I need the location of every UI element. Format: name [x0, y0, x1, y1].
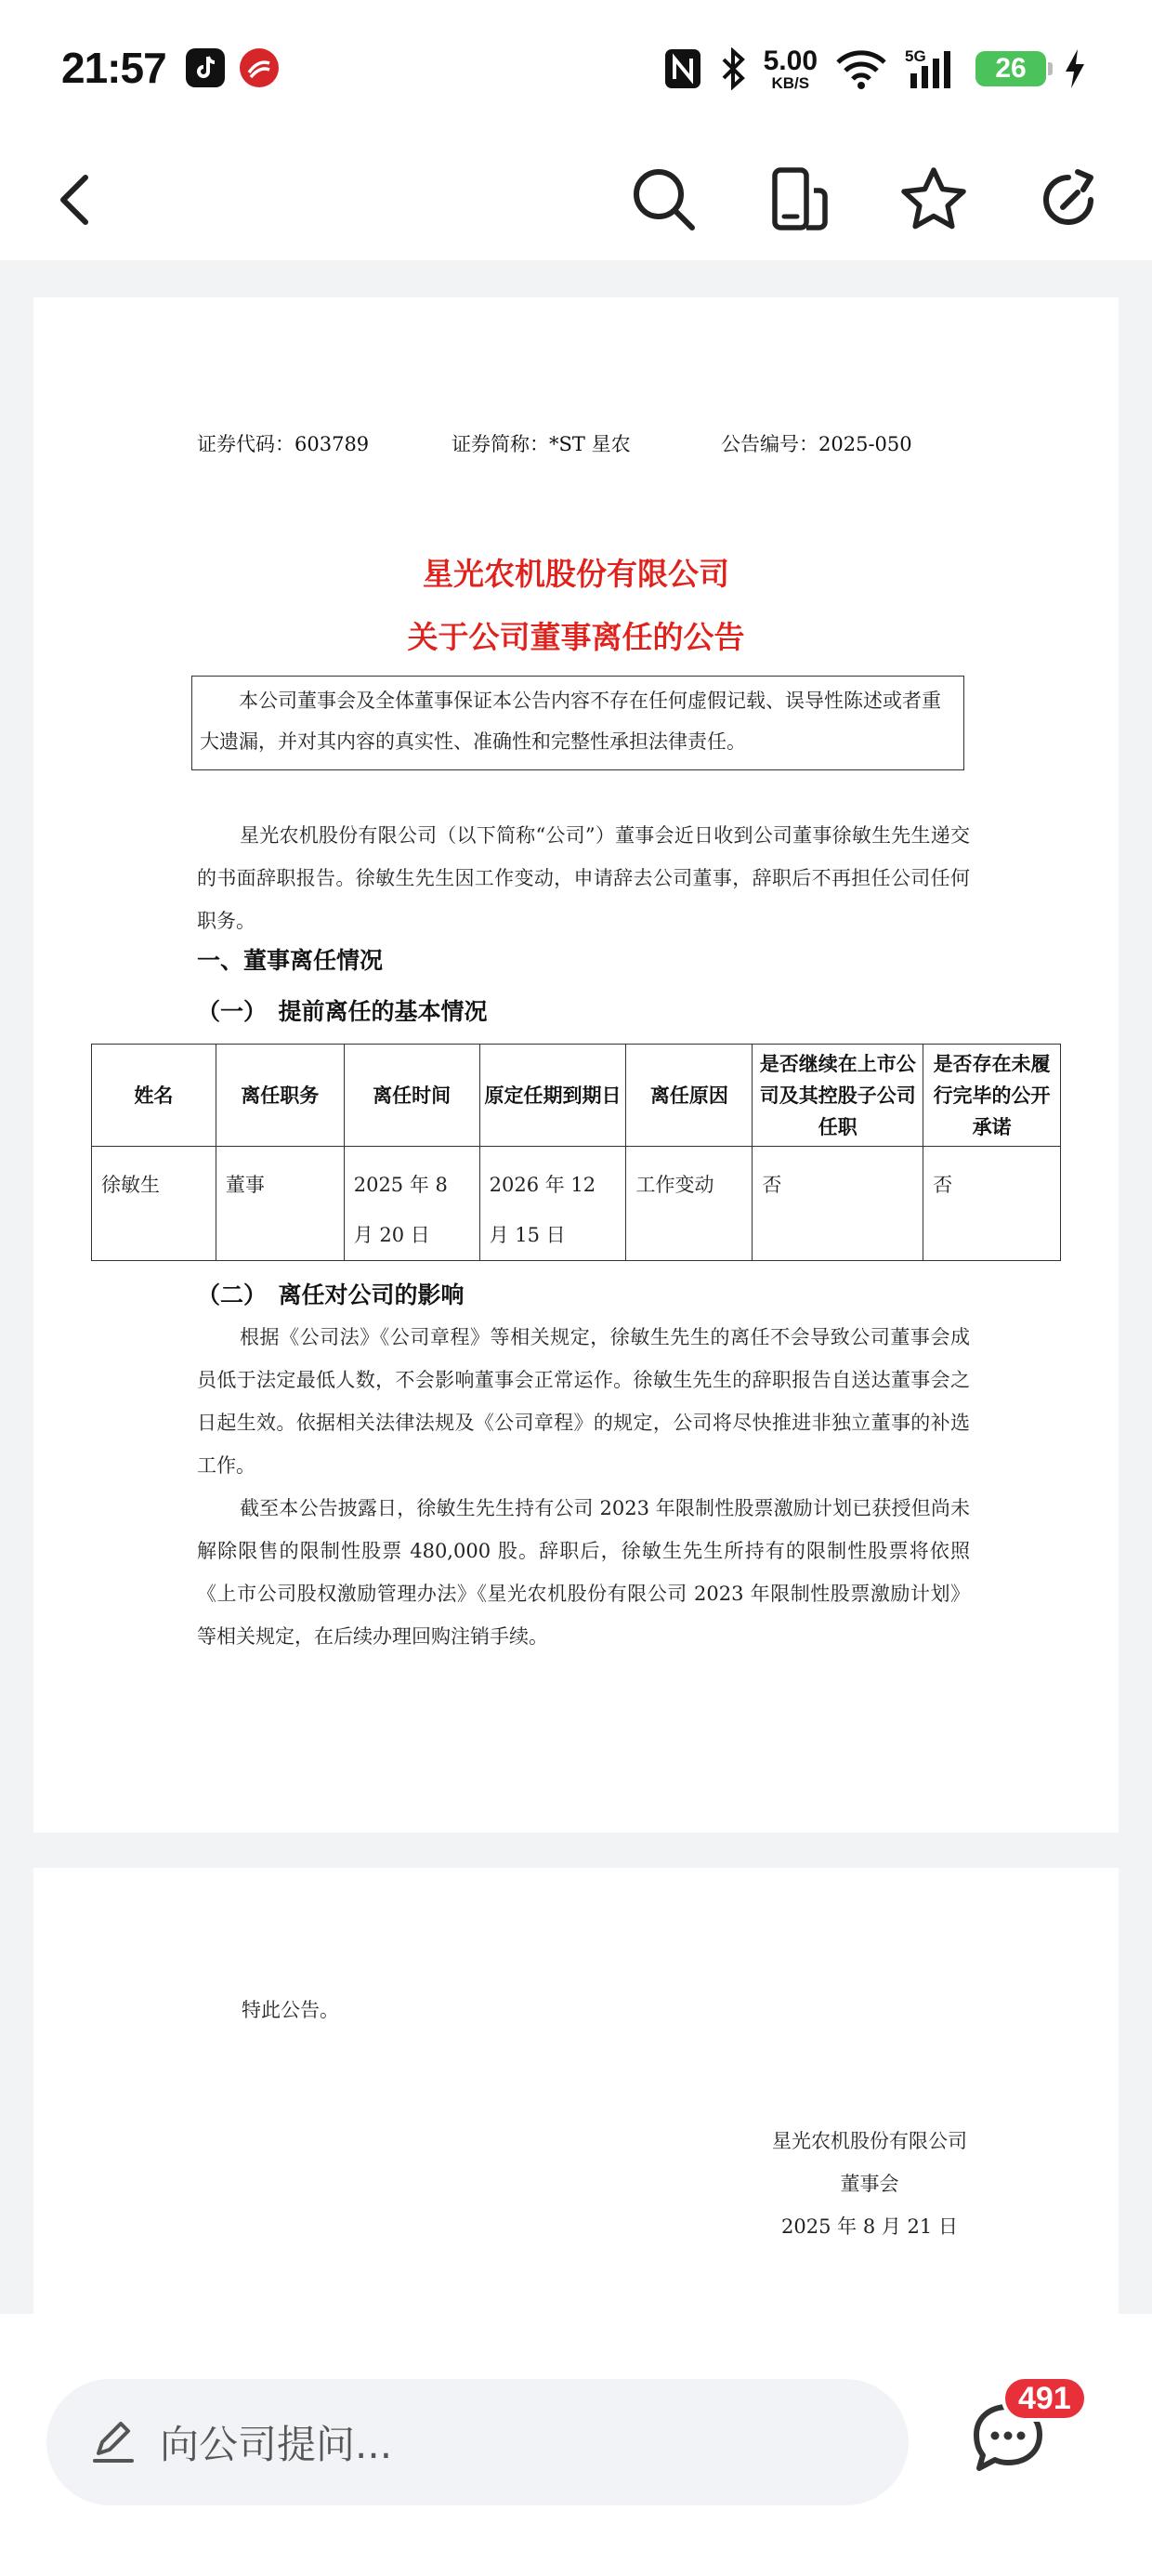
ask-company-input[interactable] — [46, 2379, 909, 2505]
charging-bolt-icon — [1063, 47, 1087, 90]
table-header: 原定任期到期日 — [479, 1045, 626, 1147]
search-icon — [629, 164, 700, 235]
intro-paragraph: 星光农机股份有限公司（以下简称“公司”）董事会近日收到公司董事徐敏生先生递交的书面辞职报告。徐敏生先生因工作变动，申请辞去公司董事，辞职后不再担任公司任何职务。 — [197, 824, 970, 932]
table-header: 离任职务 — [216, 1045, 344, 1147]
favorite-button[interactable] — [892, 158, 975, 242]
table-cell: 徐敏生 — [92, 1147, 216, 1261]
search-button[interactable] — [622, 158, 706, 242]
notification-app-icon — [240, 48, 279, 87]
share-icon — [1033, 164, 1104, 235]
table-cell: 否 — [753, 1147, 923, 1261]
table-header: 离任原因 — [626, 1045, 753, 1147]
message-count-badge: 491 — [1001, 2375, 1088, 2422]
table-header: 离任时间 — [344, 1045, 479, 1147]
document-page-2 — [33, 1868, 1119, 2351]
table-header-row — [92, 1045, 1061, 1147]
section-heading-1: 一、董事离任情况 — [197, 947, 384, 974]
document-page-1 — [33, 297, 1119, 1833]
share-button[interactable] — [1027, 158, 1110, 242]
pencil-icon — [91, 2420, 136, 2464]
company-title: 星光农机股份有限公司 — [423, 556, 729, 592]
star-icon — [898, 164, 969, 235]
signature-date: 2025 年 8 月 21 日 — [781, 2215, 958, 2238]
security-code: 证券代码：603789 — [197, 433, 370, 455]
impact-paragraph-2: 截至本公告披露日，徐敏生先生持有公司 2023 年限制性股票激励计划已获授但尚未解除限售的限制性股票 480,000 股。辞职后，徐敏生先生所持有的限制性股票将依照《上市公司股权激励管理办法》《星光农机股份有限公司 2023 年限制性股票激励计划》等相关规定，在后续办理回购注销手续。 — [197, 1497, 970, 1648]
table-cell: 工作变动 — [626, 1147, 753, 1261]
status-indicators — [663, 41, 1087, 97]
ask-input-placeholder: 向公司提问... — [160, 2422, 393, 2467]
status-time: 21:57 — [61, 44, 166, 92]
wifi-icon — [834, 47, 888, 90]
impact-paragraph-1: 根据《公司法》《公司章程》等相关规定，徐敏生先生的离任不会导致公司董事会成员低于法定最低人数，不会影响董事会正常运作。徐敏生先生的辞职报告自送达董事会之日起生效。依据相关法律法规及《公司章程》的规定，公司将尽快推进非独立董事的补选工作。 — [197, 1326, 970, 1477]
tiktok-app-icon — [186, 48, 225, 87]
cellular-signal-icon: 5G — [905, 47, 959, 90]
back-button[interactable] — [33, 158, 117, 242]
table-header: 姓名 — [92, 1045, 216, 1147]
resignation-table — [91, 1044, 1061, 1261]
network-speed: 5.00 KB/S — [763, 45, 818, 92]
signature-board: 董事会 — [840, 2173, 899, 2195]
battery-indicator: 26 — [975, 51, 1046, 86]
notice-number: 公告编号：2025-050 — [721, 433, 912, 455]
table-header: 是否继续在上市公司及其控股子公司任职 — [753, 1045, 923, 1147]
table-row — [92, 1147, 1061, 1261]
guarantee-statement: 本公司董事会及全体董事保证本公告内容不存在任何虚假记载、误导性陈述或者重大遗漏，并对其内容的真实性、准确性和完整性承担法律责任。 — [191, 676, 964, 770]
table-cell: 董事 — [216, 1147, 344, 1261]
subsection-heading-1: （一） 提前离任的基本情况 — [197, 998, 488, 1025]
subsection-heading-2: （二） 离任对公司的影响 — [197, 1281, 465, 1308]
table-cell: 否 — [923, 1147, 1061, 1261]
nfc-icon — [663, 47, 702, 90]
signature-company: 星光农机股份有限公司 — [772, 2130, 967, 2152]
bluetooth-icon — [719, 47, 747, 90]
notice-title: 关于公司董事离任的公告 — [407, 619, 745, 655]
table-cell: 2026 年 12 月 15 日 — [479, 1147, 626, 1261]
closing-statement: 特此公告。 — [242, 1999, 339, 2021]
status-bar — [0, 0, 1152, 139]
security-short-name: 证券简称：*ST 星农 — [452, 433, 631, 455]
table-header: 是否存在未履行完毕的公开承诺 — [923, 1045, 1061, 1147]
top-toolbar — [0, 139, 1152, 260]
phone-rotate-icon — [764, 164, 834, 235]
chevron-left-icon — [52, 172, 98, 228]
table-cell: 2025 年 8 月 20 日 — [344, 1147, 479, 1261]
bottom-bar — [0, 2314, 1152, 2576]
rotate-screen-button[interactable] — [757, 158, 841, 242]
